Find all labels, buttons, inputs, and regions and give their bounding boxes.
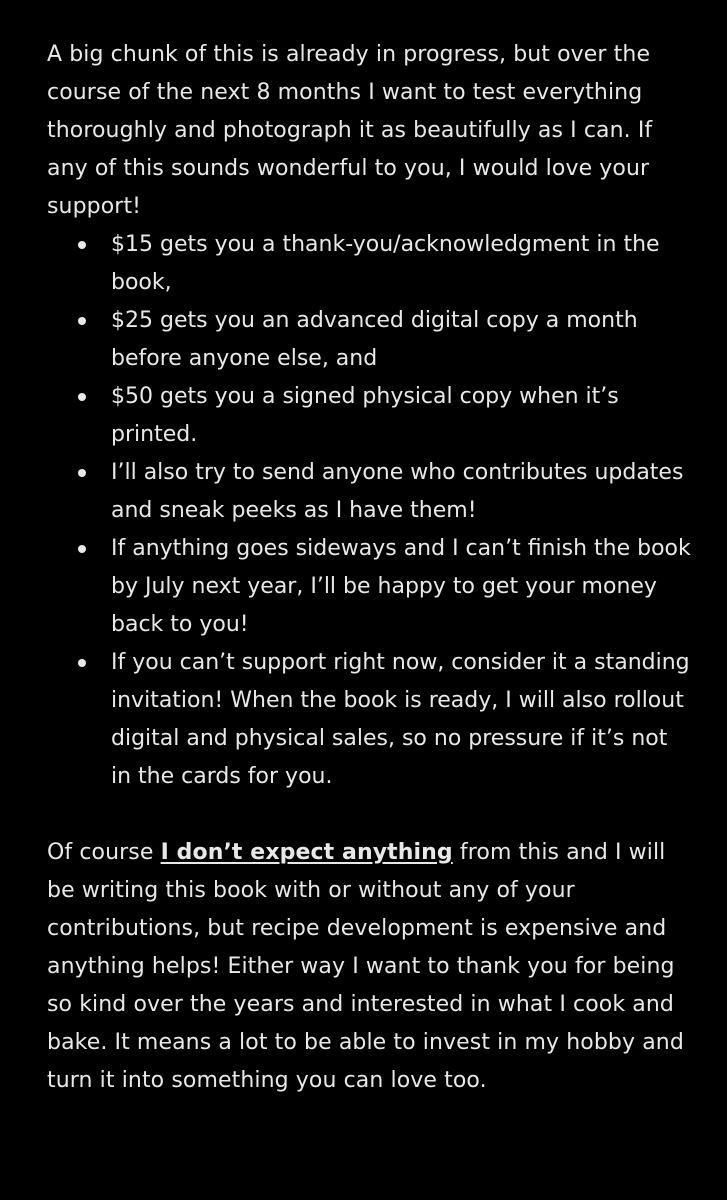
closing-paragraph [47, 834, 691, 1100]
intro-paragraph: A big chunk of this is already in progress, but over the course of the next 8 months I want to test everything thoroughly and photograph it as beautifully as I can. If any of this sounds wonderful to you, I would love your support! [47, 42, 653, 219]
list-item [111, 226, 691, 302]
support-list [47, 226, 691, 796]
closing-text-end: from this and I will be writing this book with or without any of your contributions, but recipe development is expensive and anything helps! Either way I want to thank you for being so kind over the years and interested in what I cook and bake. It means a lot to be able to invest in my hobby and turn it into something you can love too. [47, 840, 684, 1093]
list-item [111, 644, 691, 796]
list-item [111, 378, 691, 454]
list-item-text: $50 gets you a signed physical copy when it’s printed. [111, 384, 619, 447]
list-item-text: I’ll also try to send anyone who contributes updates and sneak peeks as I have them! [111, 460, 684, 523]
bullet-icon [78, 469, 86, 477]
list-item [111, 454, 691, 530]
emphasis-text: I don’t expect anything [160, 840, 453, 865]
bullet-icon [78, 241, 86, 249]
bullet-icon [78, 317, 86, 325]
list-item-text: If you can’t support right now, consider it a standing invitation! When the book is ready, I will also rollout digital and physical sales, so no pressure if it’s not in the cards for you. [111, 650, 690, 789]
list-item-text: $15 gets you a thank-you/acknowledgment in the book, [111, 232, 660, 295]
bullet-icon [78, 659, 86, 667]
list-item-text: If anything goes sideways and I can’t finish the book by July next year, I’ll be happy to get your money back to you! [111, 536, 691, 637]
bullet-icon [78, 393, 86, 401]
list-item [111, 302, 691, 378]
list-item [111, 530, 691, 644]
closing-text-start: Of course [47, 840, 161, 865]
list-item-text: $25 gets you an advanced digital copy a month before anyone else, and [111, 308, 638, 371]
bullet-icon [78, 545, 86, 553]
